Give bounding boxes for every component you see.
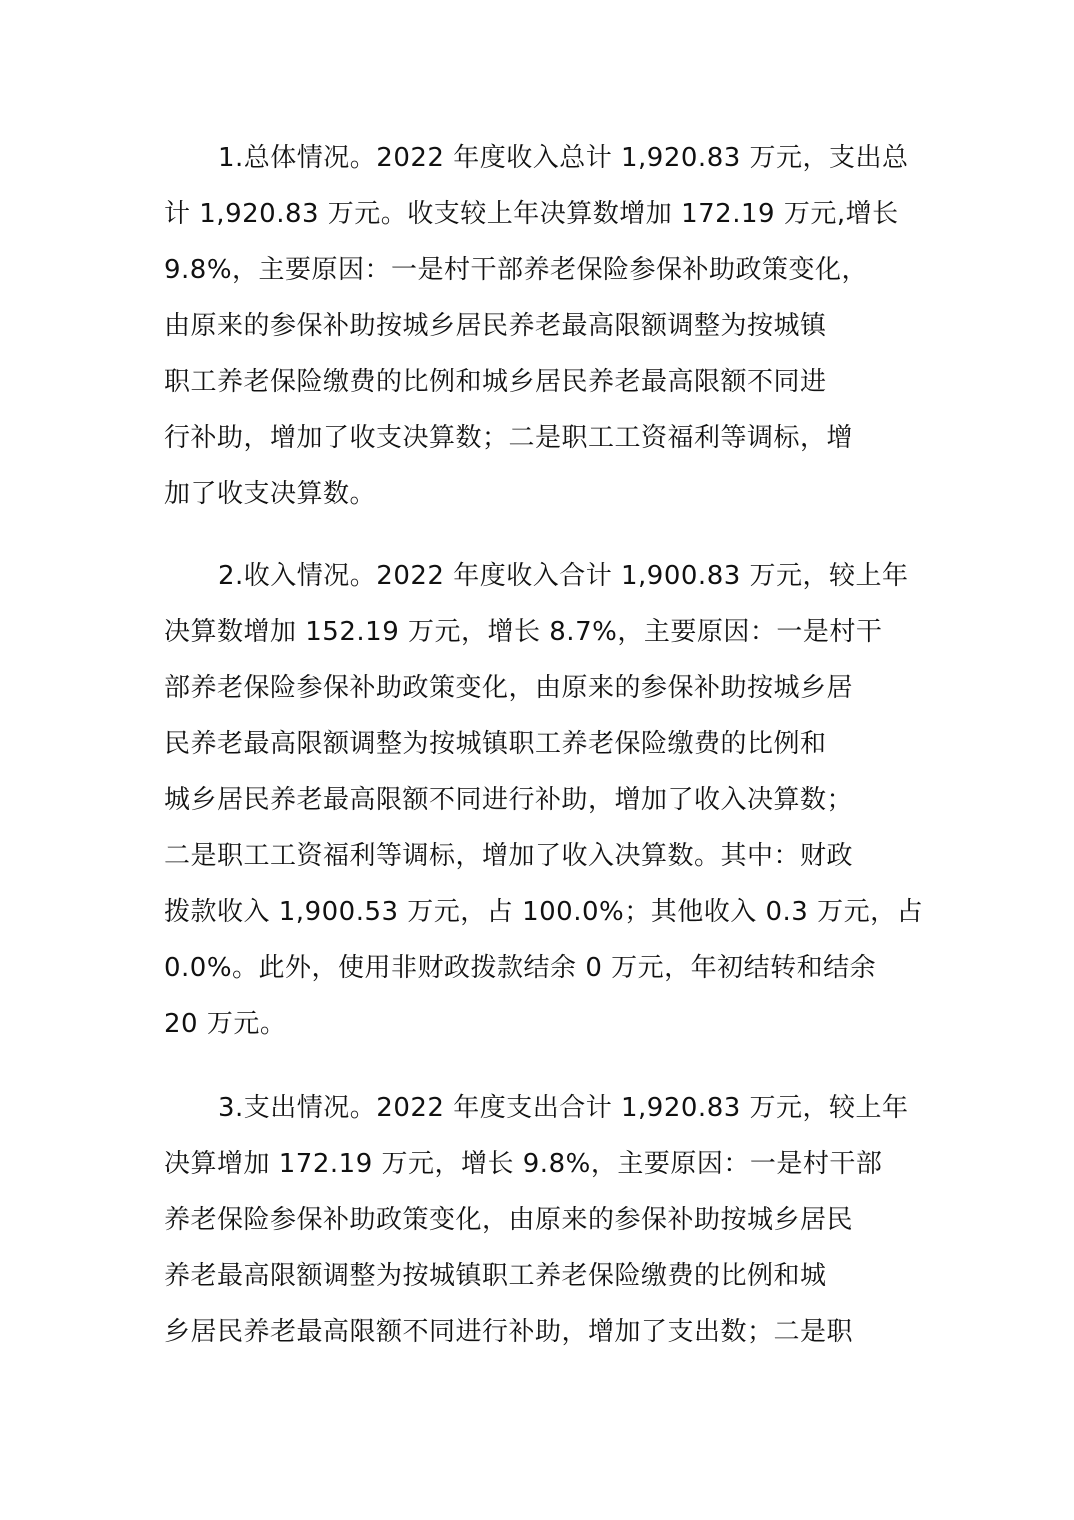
paragraph-line: 由原来的参保补助按城乡居民养老最高限额调整为按城镇 [164,311,827,341]
paragraph-line: 职工养老保险缴费的比例和城乡居民养老最高限额不同进 [164,367,827,397]
paragraph-line: 决算增加 172.19 万元，增长 9.8%，主要原因：一是村干部 [164,1149,883,1179]
paragraph-line: 加了收支决算数。 [164,479,377,509]
paragraph-line: 3.支出情况。2022 年度支出合计 1,920.83 万元，较上年 [218,1093,909,1123]
paragraph-line: 乡居民养老最高限额不同进行补助，增加了支出数；二是职 [164,1317,854,1347]
paragraph-line: 计 1,920.83 万元。收支较上年决算数增加 172.19 万元,增长 [164,199,899,229]
paragraph-line: 20 万元。 [164,1009,287,1039]
paragraph-line: 二是职工工资福利等调标，增加了收入决算数。其中：财政 [164,841,854,871]
paragraph-line: 1.总体情况。2022 年度收入总计 1,920.83 万元，支出总 [218,143,909,173]
paragraph-line: 民养老最高限额调整为按城镇职工养老保险缴费的比例和 [164,729,827,759]
paragraph-line: 养老最高限额调整为按城镇职工养老保险缴费的比例和城 [164,1261,827,1291]
paragraph-line: 城乡居民养老最高限额不同进行补助，增加了收入决算数； [164,785,854,815]
paragraph-line: 9.8%，主要原因：一是村干部养老保险参保补助政策变化， [164,255,869,285]
paragraph-line: 拨款收入 1,900.53 万元，占 100.0%；其他收入 0.3 万元，占 [164,897,924,927]
paragraph-line: 2.收入情况。2022 年度收入合计 1,900.83 万元，较上年 [218,561,909,591]
paragraph-line: 养老保险参保补助政策变化，由原来的参保补助按城乡居民 [164,1205,854,1235]
paragraph-line: 部养老保险参保补助政策变化，由原来的参保补助按城乡居 [164,673,854,703]
paragraph-line: 决算数增加 152.19 万元，增长 8.7%，主要原因：一是村干 [164,617,883,647]
paragraph-line: 行补助，增加了收支决算数；二是职工工资福利等调标，增 [164,423,854,453]
paragraph-line: 0.0%。此外，使用非财政拨款结余 0 万元，年初结转和结余 [164,953,877,983]
